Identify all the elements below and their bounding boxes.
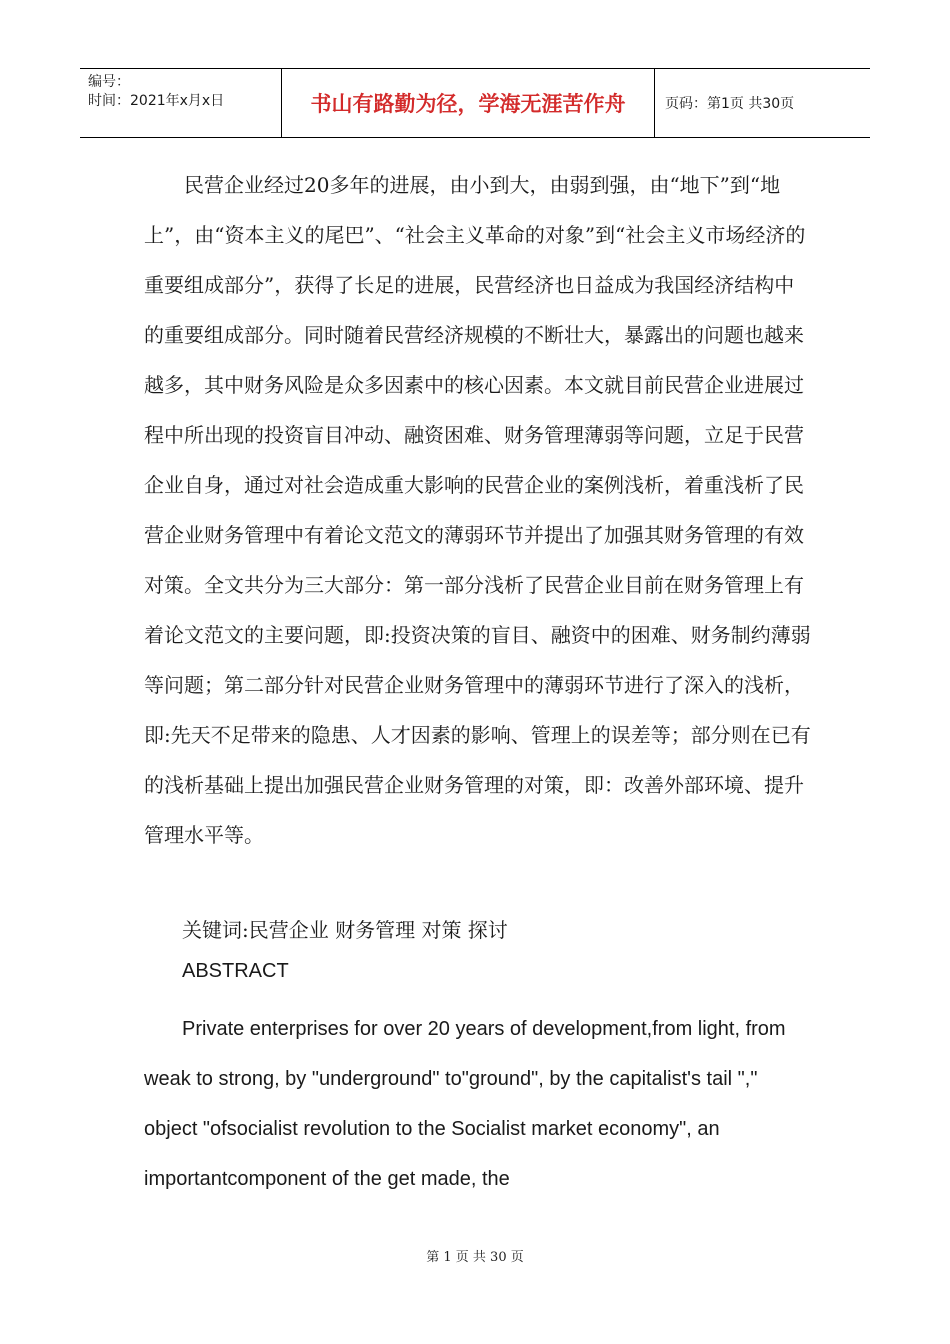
abstract-title: ABSTRACT <box>182 960 289 982</box>
english-abstract <box>144 1004 812 1204</box>
chinese-abstract <box>144 160 812 860</box>
keywords: 关键词:民营企业 财务管理 对策 探讨 <box>182 918 508 942</box>
page-footer: 第 1 页 共 30 页 <box>426 1250 524 1265</box>
doc-number: 编号： <box>88 74 130 90</box>
doc-time: 时间：2021年x月x日 <box>88 93 225 109</box>
header-motto: 书山有路勤为径，学海无涯苦作舟 <box>282 69 655 137</box>
header-page-info: 页码：第1页 共30页 <box>665 96 795 112</box>
chinese-abstract-paragraph: 民营企业经过20多年的进展，由小到大，由弱到强，由“地下”到“地上”，由“资本主义的尾巴”、“社会主义革命的对象”到“社会主义市场经济的重要组成部分”，获得了长足的进展，民营经济也日益成为我国经济结构中的重要组成部分。同时随着民营经济规模的不断壮大，暴露出的问题也越来越多，其中财务风险是众多因素中的核心因素。本文就目前民营企业进展过程中所出现的投资盲目冲动、融资困难、财务管理薄弱等问题，立足于民营企业自身，通过对社会造成重大影响的民营企业的案例浅析，着重浅析了民营企业财务管理中有着论文范文的薄弱环节并提出了加强其财务管理的有效对策。全文共分为三大部分：第一部分浅析了民营企业目前在财务管理上有着论文范文的主要问题，即:投资决策的盲目、融资中的困难、财务制约薄弱等问题；第二部分针对民营企业财务管理中的薄弱环节进行了深入的浅析，即:先天不足带来的隐患、人才因素的影响、管理上的误差等；部分则在已有的浅析基础上提出加强民营企业财务管理的对策，即：改善外部环境、提升管理水平等。 <box>144 173 811 847</box>
header-meta <box>80 69 282 137</box>
page-header <box>80 68 870 138</box>
english-abstract-paragraph: Private enterprises for over 20 years of development,from light, from weak to strong, by "underground" to"ground", by the capitalist's tail "," object "ofsocialist revolution to the Socialist market economy", an importantcomponent of the get made, the <box>144 1018 786 1190</box>
